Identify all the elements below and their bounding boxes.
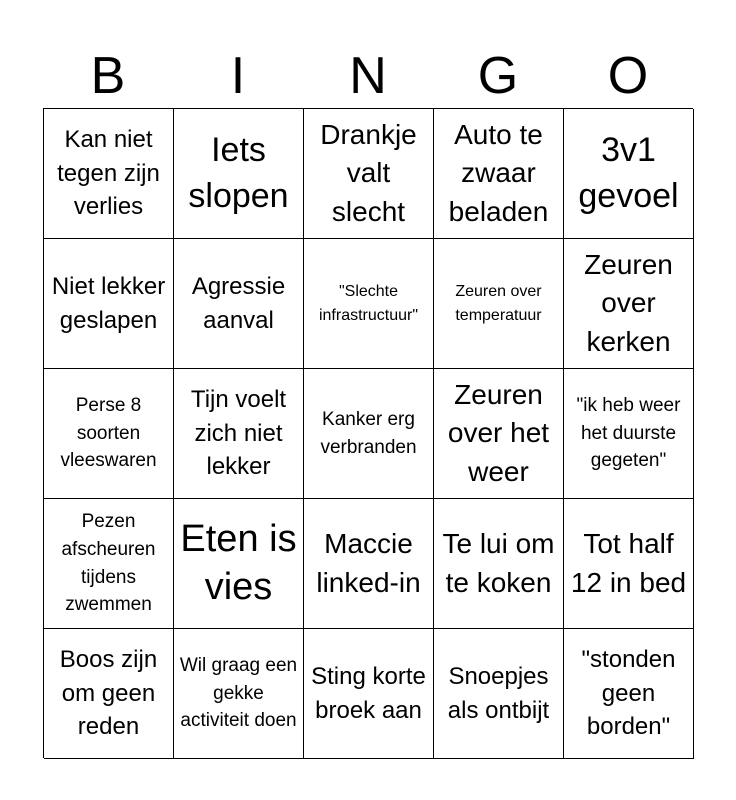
bingo-cell-r3c1[interactable]: Perse 8 soorten vleeswaren — [44, 369, 174, 499]
bingo-cell-r4c2[interactable]: Eten is vies — [174, 499, 304, 629]
bingo-cell-r4c4[interactable]: Te lui om te koken — [434, 499, 564, 629]
bingo-cell-r5c1[interactable]: Boos zijn om geen reden — [44, 629, 174, 759]
bingo-cell-r5c2[interactable]: Wil graag een gekke activiteit doen — [174, 629, 304, 759]
bingo-cell-r5c5[interactable]: "stonden geen borden" — [564, 629, 694, 759]
header-letter-g: G — [477, 47, 519, 105]
bingo-cell-r4c1[interactable]: Pezen afscheuren tijdens zwemmen — [44, 499, 174, 629]
header-letter-n: N — [349, 47, 387, 105]
bingo-cell-r1c4[interactable]: Auto te zwaar beladen — [434, 109, 564, 239]
bingo-cell-r2c2[interactable]: Agressie aanval — [174, 239, 304, 369]
bingo-cell-r3c2[interactable]: Tijn voelt zich niet lekker — [174, 369, 304, 499]
bingo-cell-r1c3[interactable]: Drankje valt slecht — [304, 109, 434, 239]
bingo-cell-r1c5[interactable]: 3v1 gevoel — [564, 109, 694, 239]
bingo-cell-r5c3[interactable]: Sting korte broek aan — [304, 629, 434, 759]
bingo-cell-r2c1[interactable]: Niet lekker geslapen — [44, 239, 174, 369]
bingo-cell-r4c3[interactable]: Maccie linked-in — [304, 499, 434, 629]
bingo-cell-r3c3[interactable]: Kanker erg verbranden — [304, 369, 434, 499]
bingo-header — [43, 44, 693, 108]
bingo-cell-r5c4[interactable]: Snoepjes als ontbijt — [434, 629, 564, 759]
bingo-cell-r1c2[interactable]: Iets slopen — [174, 109, 304, 239]
bingo-grid — [43, 108, 693, 758]
bingo-cell-r1c1[interactable]: Kan niet tegen zijn verlies — [44, 109, 174, 239]
bingo-cell-r2c3[interactable]: "Slechte infrastructuur" — [304, 239, 434, 369]
bingo-cell-r3c4[interactable]: Zeuren over het weer — [434, 369, 564, 499]
bingo-cell-r4c5[interactable]: Tot half 12 in bed — [564, 499, 694, 629]
bingo-cell-r2c4[interactable]: Zeuren over temperatuur — [434, 239, 564, 369]
bingo-cell-r3c5[interactable]: "ik heb weer het duurste gegeten" — [564, 369, 694, 499]
header-letter-i: I — [230, 47, 246, 105]
header-letter-o: O — [607, 47, 649, 105]
bingo-cell-r2c5[interactable]: Zeuren over kerken — [564, 239, 694, 369]
header-letter-b: B — [90, 47, 126, 105]
